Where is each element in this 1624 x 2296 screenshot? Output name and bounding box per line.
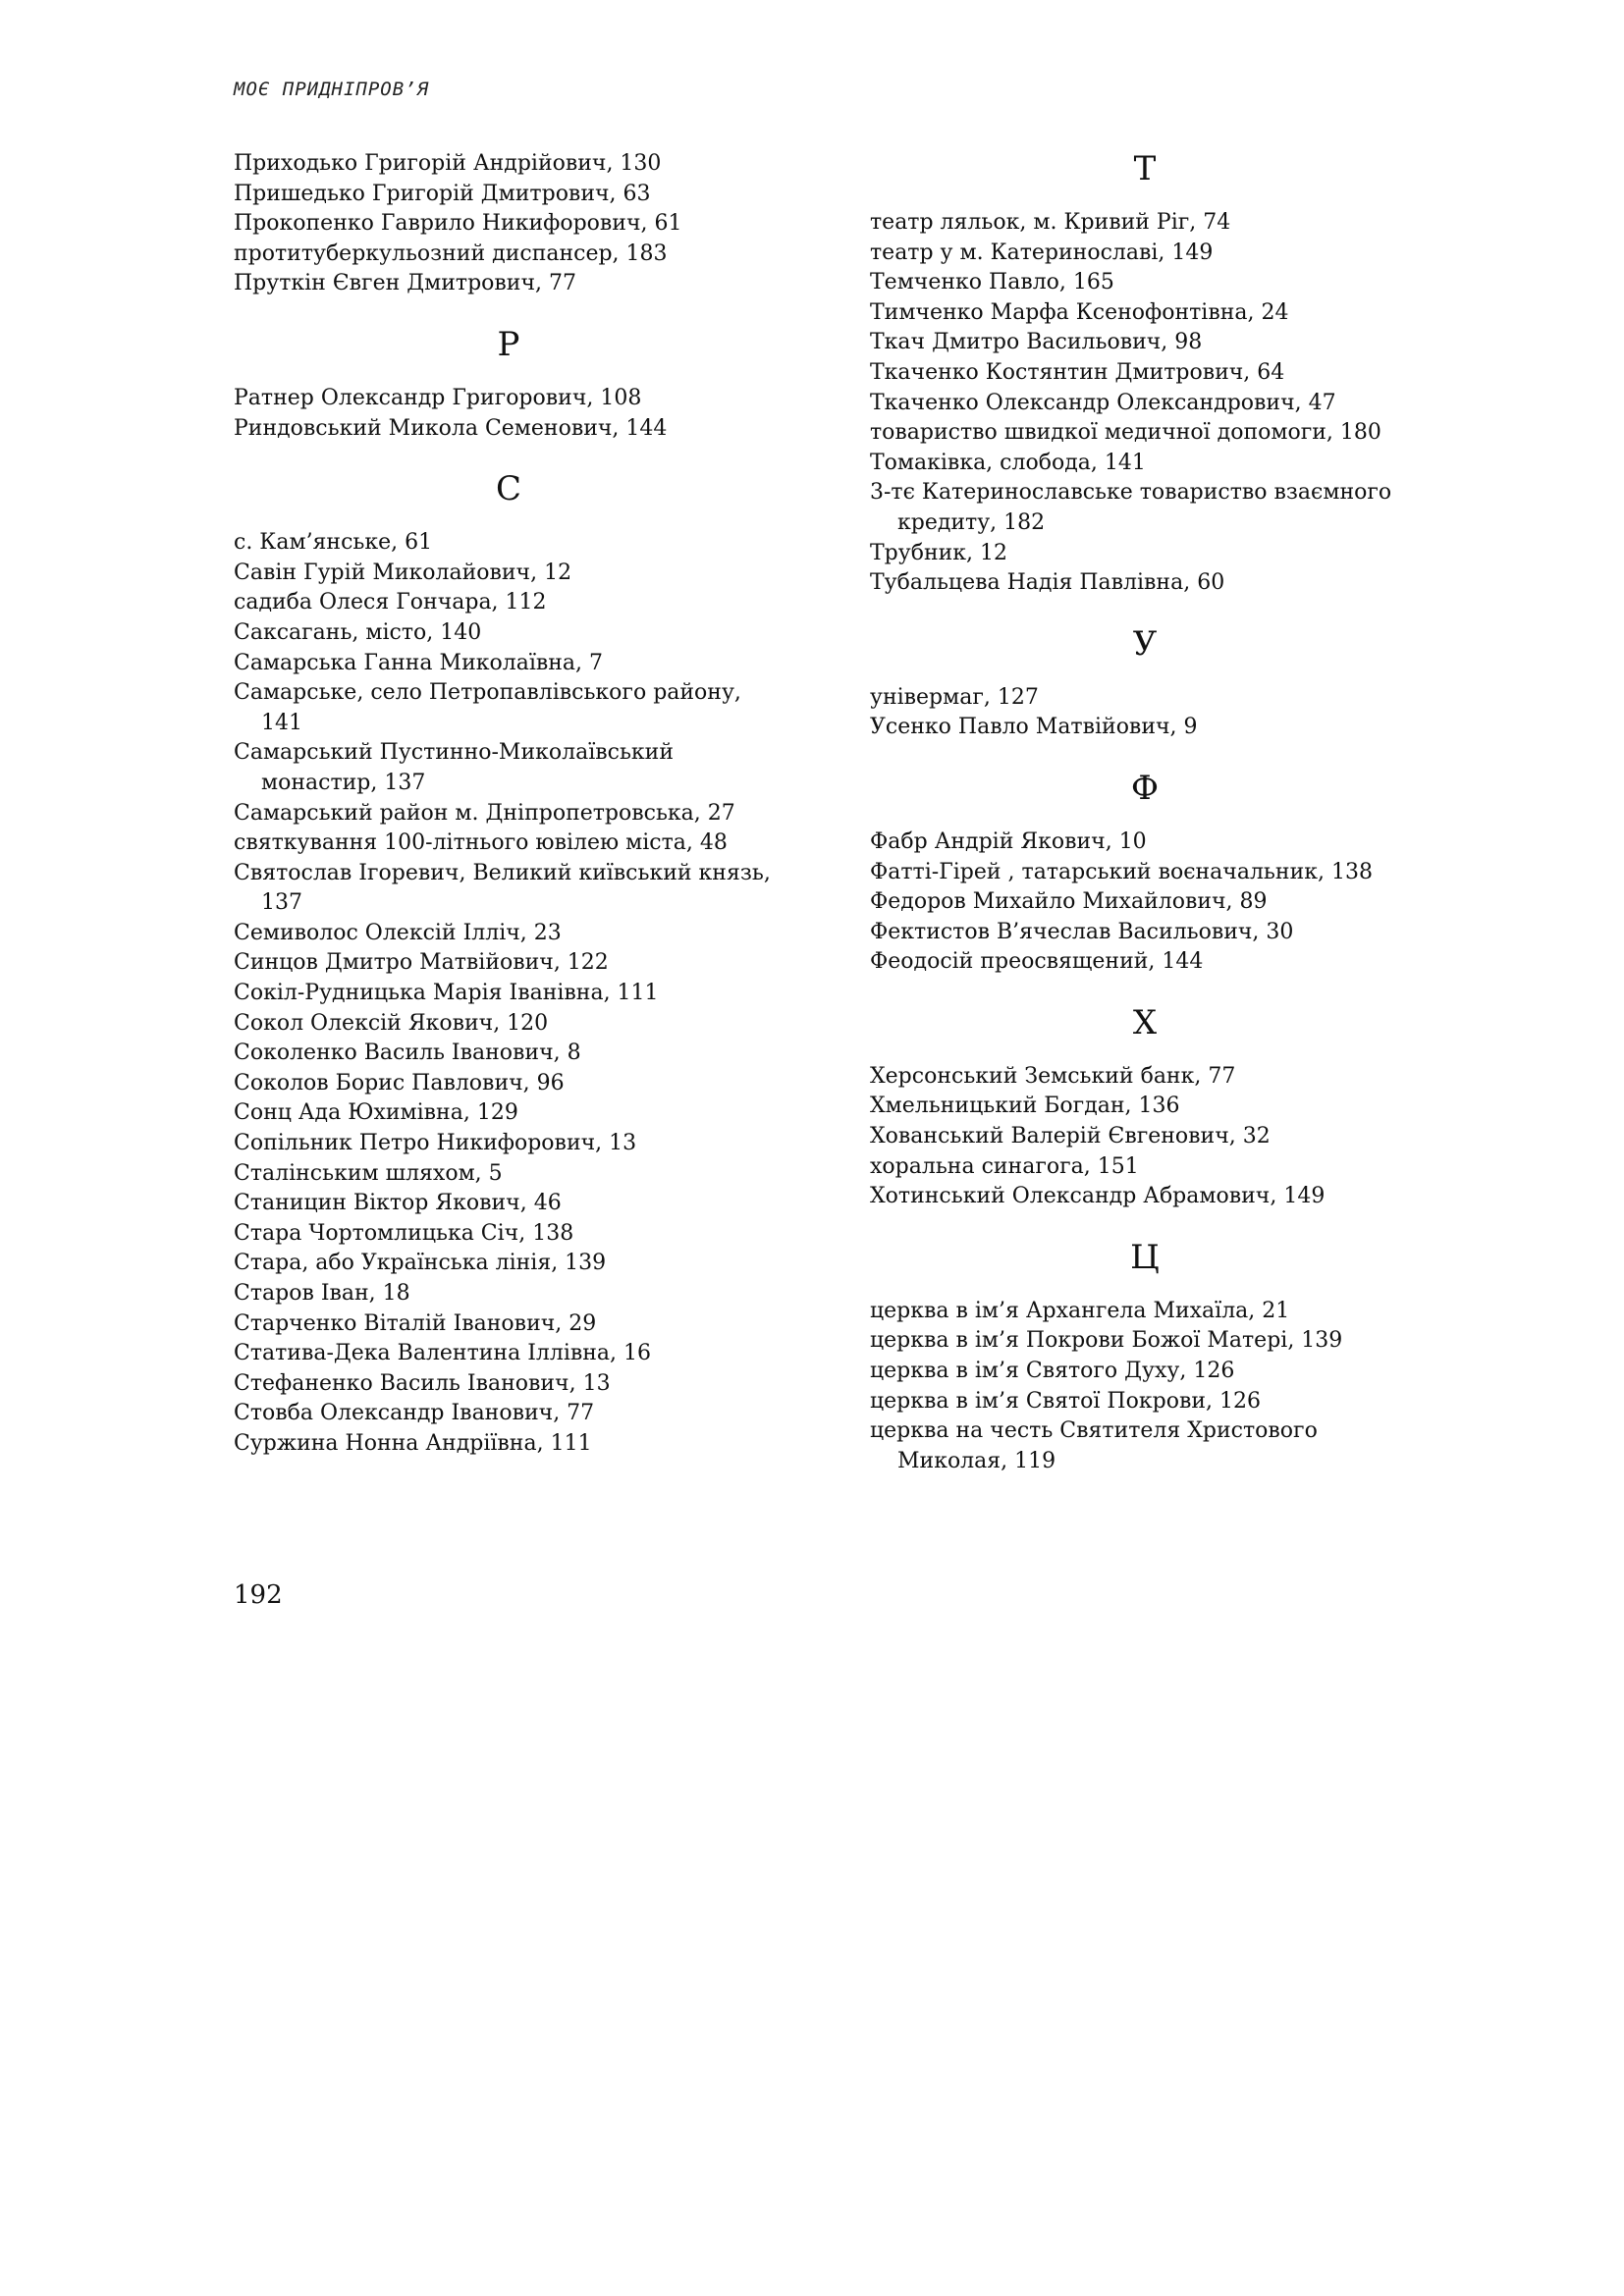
index-entry: церква в ім’я Покрови Божої Матері, 139 — [870, 1328, 1343, 1354]
index-entry: Сонц Ада Юхимівна, 129 — [234, 1100, 518, 1126]
index-letter-heading: Ц — [1130, 1237, 1160, 1277]
index-entry: Хованський Валерій Євгенович, 32 — [870, 1124, 1271, 1149]
index-entry: Старченко Віталій Іванович, 29 — [234, 1310, 597, 1336]
index-entry: Сопільник Петро Никифорович, 13 — [234, 1131, 637, 1156]
index-entry: Стовба Олександр Іванович, 77 — [234, 1401, 595, 1426]
index-entry: Хотинський Олександр Абрамович, 149 — [870, 1184, 1326, 1209]
index-entry: Херсонський Земський банк, 77 — [870, 1063, 1236, 1089]
index-entry: Стара Чортомлицька Січ, 138 — [234, 1220, 574, 1246]
index-entry: Суржина Нонна Андріївна, 111 — [234, 1430, 592, 1456]
index-entry: універмаг, 127 — [870, 684, 1039, 710]
index-entry: Сокіл-Рудницька Марія Іванівна, 111 — [234, 981, 659, 1006]
index-entry: театр у м. Катеринославі, 149 — [870, 240, 1214, 265]
index-letter-heading: Р — [497, 324, 520, 364]
index-entry: церква в ім’я Архангела Михаїла, 21 — [870, 1298, 1290, 1323]
index-entry: святкування 100-літнього ювілею міста, 48 — [234, 830, 728, 856]
index-entry: Саксагань, місто, 140 — [234, 619, 482, 645]
index-entry: Усенко Павло Матвійович, 9 — [870, 715, 1198, 740]
index-entry: протитуберкульозний диспансер, 183 — [234, 240, 668, 266]
index-letter-heading: Х — [1132, 1002, 1158, 1042]
index-entry: Пришедько Григорій Дмитрович, 63 — [234, 181, 651, 206]
index-entry: Феодосій преосвящений, 144 — [870, 949, 1204, 975]
index-entry: Сокол Олексій Якович, 120 — [234, 1010, 549, 1036]
index-entry: Тубальцева Надія Павлівна, 60 — [870, 570, 1225, 596]
index-entry: Ткаченко Костянтин Дмитрович, 64 — [870, 359, 1285, 385]
index-entry: Савін Гурій Миколайович, 12 — [234, 560, 572, 585]
index-entry: садиба Олеся Гончара, 112 — [234, 590, 547, 615]
index-entry: церква в ім’я Святої Покрови, 126 — [870, 1388, 1261, 1414]
index-entry: товариство швидкої медичної допомоги, 180 — [870, 420, 1381, 446]
running-title: МОЄ ПРИДНІПРОВ’Я — [234, 79, 430, 100]
index-letter-heading: С — [495, 469, 521, 509]
index-letter-heading: Т — [1133, 149, 1157, 188]
index-letter-heading: Ф — [1130, 768, 1160, 808]
index-entry: Томаківка, слобода, 141 — [870, 450, 1146, 475]
index-entry: Ткаченко Олександр Олександрович, 47 — [870, 390, 1336, 415]
index-entry: Приходько Григорій Андрійович, 130 — [234, 151, 662, 176]
index-entry: Соколенко Василь Іванович, 8 — [234, 1041, 581, 1066]
index-entry: Фектистов В’ячеслав Васильович, 30 — [870, 919, 1294, 944]
index-column-left — [234, 149, 784, 1460]
index-entry: Самарський Пустинно-Миколаївський монастир, 137 — [234, 740, 674, 795]
page-number: 192 — [234, 1580, 283, 1610]
index-entry: Самарське, село Петропавлівського району, 141 — [234, 680, 741, 735]
index-entry: Статива-Дека Валентина Іллівна, 16 — [234, 1341, 652, 1366]
index-entry: хоральна синагога, 151 — [870, 1153, 1139, 1179]
index-entry: Стара, або Українська лінія, 139 — [234, 1251, 607, 1276]
index-entry: Тимченко Марфа Ксенофонтівна, 24 — [870, 299, 1289, 325]
index-entry: Станицин Віктор Якович, 46 — [234, 1191, 562, 1216]
index-entry: церква на честь Святителя Христового Миколая, 119 — [870, 1418, 1318, 1473]
index-entry: театр ляльок, м. Кривий Ріг, 74 — [870, 210, 1231, 235]
index-entry: Самарська Ганна Миколаївна, 7 — [234, 650, 603, 675]
index-entry: Риндовський Микола Семенович, 144 — [234, 415, 668, 441]
index-entry: Темченко Павло, 165 — [870, 270, 1114, 295]
index-entry: Ратнер Олександр Григорович, 108 — [234, 385, 642, 410]
index-entry: Прокопенко Гаврило Никифорович, 61 — [234, 211, 682, 237]
index-entry: церква в ім’я Святого Духу, 126 — [870, 1359, 1235, 1384]
index-entry: Ткач Дмитро Васильович, 98 — [870, 330, 1203, 355]
index-entry: Синцов Дмитро Матвійович, 122 — [234, 950, 609, 976]
index-entry: Фатті-Гірей , татарський воєначальник, 138 — [870, 859, 1373, 884]
index-entry: Федоров Михайло Михайлович, 89 — [870, 889, 1268, 915]
index-entry: Пруткін Євген Дмитрович, 77 — [234, 271, 576, 296]
index-entry: 3-тє Катеринославське товариство взаємного кредиту, 182 — [870, 480, 1392, 535]
index-entry: Старов Іван, 18 — [234, 1281, 410, 1306]
index-entry: Стефаненко Василь Іванович, 13 — [234, 1370, 611, 1396]
index-entry: Трубник, 12 — [870, 540, 1008, 565]
index-entry: с. Кам’янське, 61 — [234, 530, 433, 556]
index-entry: Святослав Ігоревич, Великий київський князь, 137 — [234, 860, 771, 916]
index-entry: Хмельницький Богдан, 136 — [870, 1094, 1180, 1119]
index-letter-heading: У — [1132, 623, 1158, 664]
index-column-right — [870, 149, 1420, 1476]
index-entry: Самарський район м. Дніпропетровська, 27 — [234, 800, 735, 826]
index-entry: Соколов Борис Павлович, 96 — [234, 1070, 565, 1095]
index-entry: Семиволос Олексій Ілліч, 23 — [234, 920, 562, 945]
index-entry: Сталінським шляхом, 5 — [234, 1160, 503, 1186]
index-entry: Фабр Андрій Якович, 10 — [870, 828, 1147, 854]
